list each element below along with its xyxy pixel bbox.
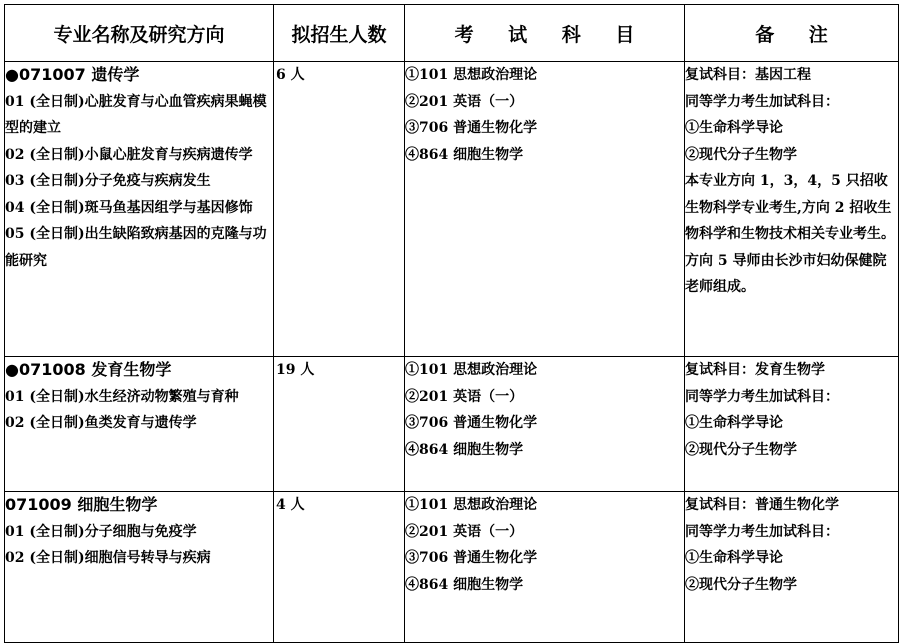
exam-subject: ③706 普通生物化学 (405, 415, 538, 431)
major-cell (5, 492, 274, 643)
exams-cell (405, 492, 685, 643)
header-quota: 拟招生人数 (274, 5, 405, 62)
major-cell (5, 357, 274, 492)
exam-subject: ①101 思想政治理论 (405, 362, 538, 378)
header-exams: 考 试 科 目 (405, 5, 685, 62)
quota-cell (274, 357, 405, 492)
note-line: ②现代分子生物学 (685, 576, 797, 593)
direction-item: 02 (全日制)小鼠心脏发育与疾病遗传学 (5, 146, 253, 163)
note-line: ②现代分子生物学 (685, 146, 797, 163)
admissions-table (4, 4, 899, 643)
direction-item: 03 (全日制)分子免疫与疾病发生 (5, 173, 211, 189)
table-row (5, 62, 899, 357)
exam-subject: ④864 细胞生物学 (405, 576, 524, 593)
table-row (5, 357, 899, 492)
table-row (5, 492, 899, 643)
exam-subject: ③706 普通生物化学 (405, 120, 538, 136)
major-cell (5, 62, 274, 357)
exam-subject: ④864 细胞生物学 (405, 146, 524, 163)
note-line: 同等学力考生加试科目： (685, 388, 839, 405)
note-line: ①生命科学导论 (685, 550, 783, 566)
direction-item: 04 (全日制)斑马鱼基因组学与基因修饰 (5, 199, 253, 216)
exams-cell (405, 357, 685, 492)
exam-subject: ①101 思想政治理论 (405, 497, 538, 513)
quota-value: 6 人 (276, 67, 305, 83)
quota-cell (274, 492, 405, 643)
header-row (5, 5, 899, 62)
notes-cell (685, 62, 899, 357)
exam-subject: ①101 思想政治理论 (405, 67, 538, 83)
notes-cell (685, 357, 899, 492)
direction-item: 02 (全日制)细胞信号转导与疾病 (5, 550, 211, 566)
quota-cell (274, 62, 405, 357)
note-line: ②现代分子生物学 (685, 441, 797, 458)
exam-subject: ②201 英语（一） (405, 388, 524, 405)
exams-cell (405, 62, 685, 357)
major-title: ●071008 发育生物学 (5, 360, 172, 379)
note-line: 同等学力考生加试科目： (685, 93, 839, 110)
direction-item: 01 (全日制)心脏发育与心血管疾病果蝇模型的建立 (5, 93, 267, 136)
notes-cell (685, 492, 899, 643)
quota-value: 19 人 (276, 362, 315, 378)
note-line: 复试科目：基因工程 (685, 67, 811, 83)
exam-subject: ②201 英语（一） (405, 93, 524, 110)
note-line: 本专业方向 1，3，4，5 只招收生物科学专业考生,方向 2 招收生物科学和生物技术相关专业考生。方向 5 导师由长沙市妇幼保健院老师组成。 (685, 173, 895, 295)
direction-item: 01 (全日制)水生经济动物繁殖与育种 (5, 388, 239, 405)
major-title: ●071007 遗传学 (5, 65, 140, 84)
exam-subject: ②201 英语（一） (405, 523, 524, 540)
quota-value: 4 人 (276, 497, 305, 513)
direction-item: 02 (全日制)鱼类发育与遗传学 (5, 415, 197, 431)
note-line: 同等学力考生加试科目： (685, 523, 839, 540)
direction-item: 05 (全日制)出生缺陷致病基因的克隆与功能研究 (5, 226, 267, 269)
exam-subject: ③706 普通生物化学 (405, 550, 538, 566)
note-line: 复试科目：发育生物学 (685, 362, 825, 378)
major-title: 071009 细胞生物学 (5, 495, 158, 514)
header-notes: 备 注 (685, 5, 899, 62)
note-line: ①生命科学导论 (685, 120, 783, 136)
note-line: 复试科目：普通生物化学 (685, 497, 839, 513)
header-major: 专业名称及研究方向 (5, 5, 274, 62)
note-line: ①生命科学导论 (685, 415, 783, 431)
exam-subject: ④864 细胞生物学 (405, 441, 524, 458)
direction-item: 01 (全日制)分子细胞与免疫学 (5, 523, 197, 540)
